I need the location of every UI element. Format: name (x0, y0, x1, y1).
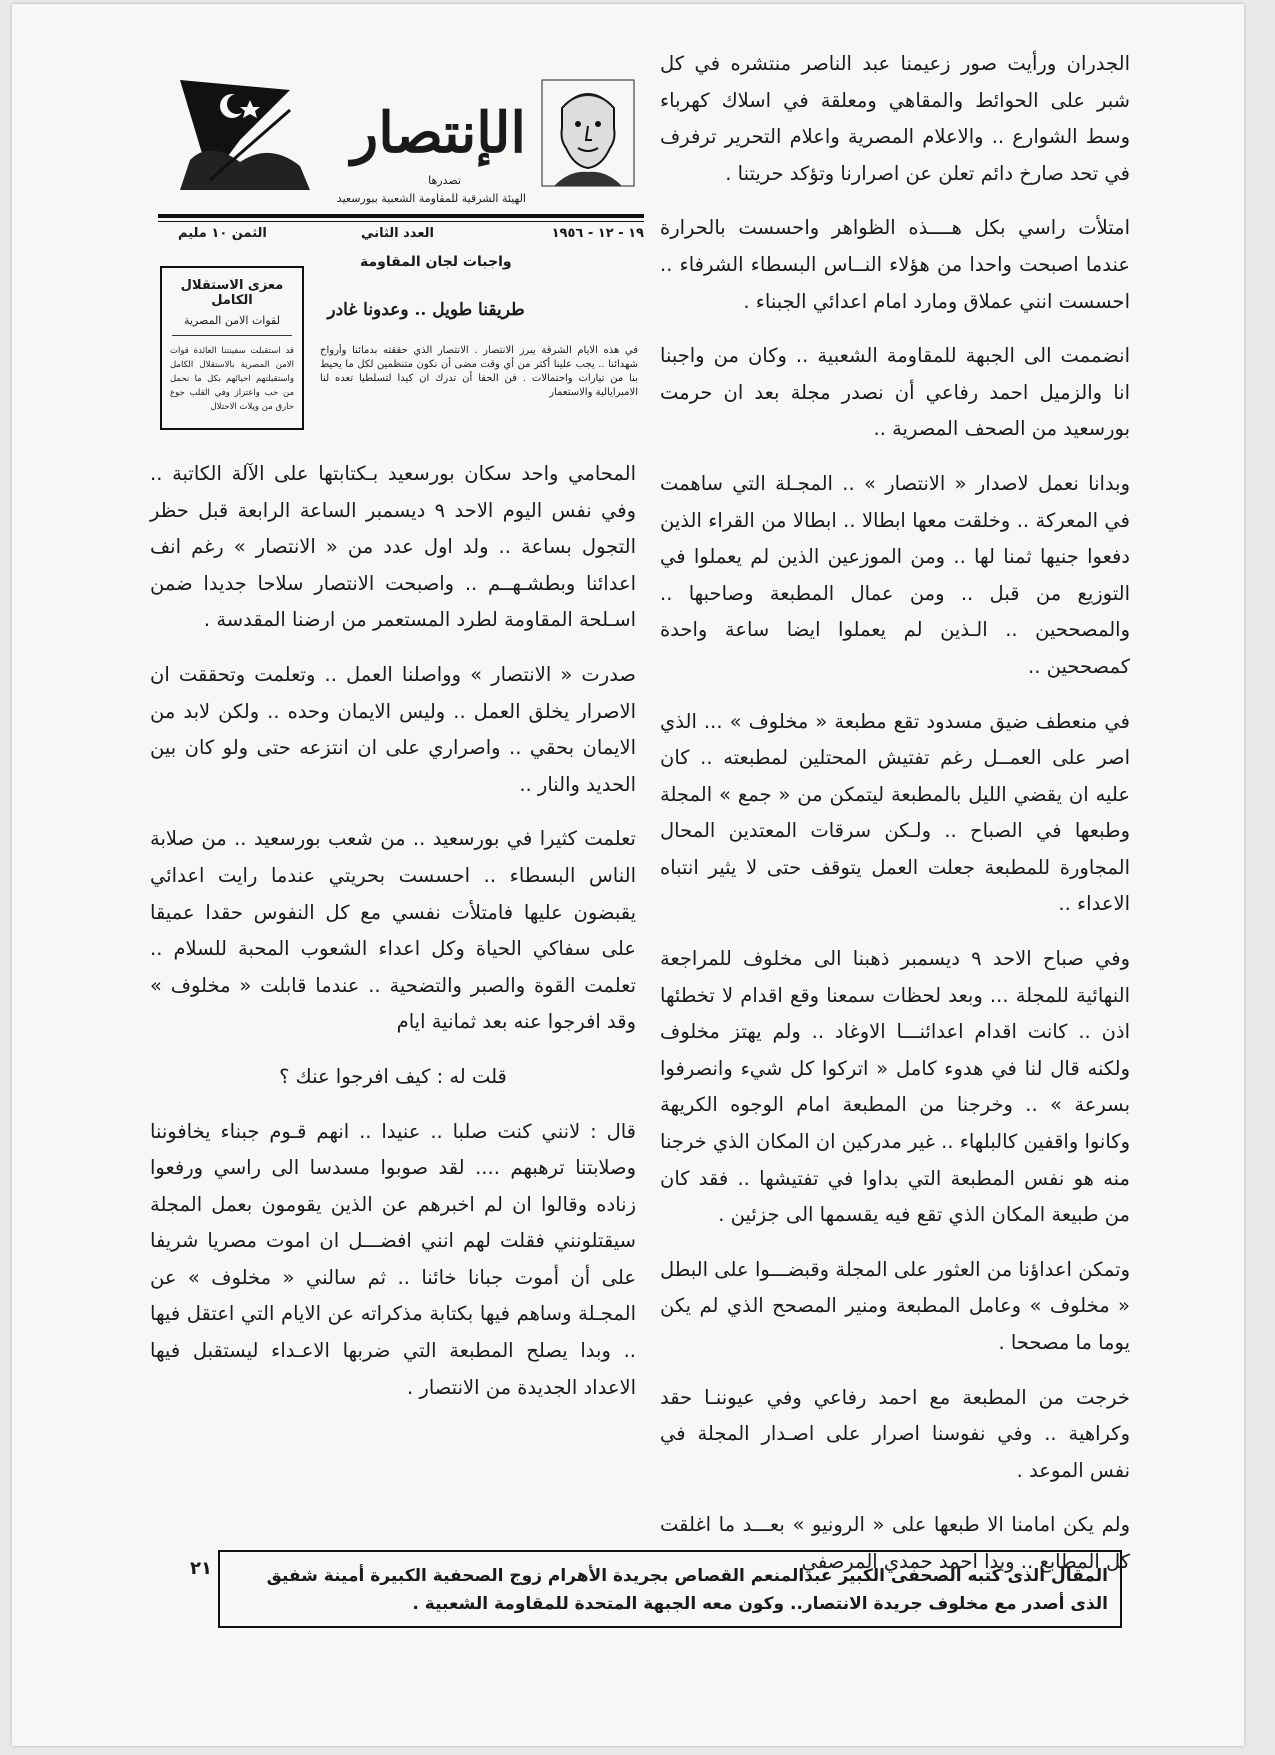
article-column-left (150, 456, 636, 1424)
masthead-rule (158, 214, 644, 218)
article-paragraph: انضممت الى الجبهة للمقاومة الشعبية .. وكان من واجبنا انا والزميل احمد رفاعي أن نصدر مجلة بعد ان حرمت بورسعيد من الصحف المصرية .. (660, 344, 1130, 441)
clipping-boxed-notice (160, 266, 304, 430)
issue-number: العدد الثاني (361, 226, 434, 241)
clipping-box-body: قد استقبلت سفينتنا العائدة قوات الامن المصرية بالاستقلال الكامل واستقبلتهم احيائهم بكل ما نحمل من حب واعتزاز وفي القلب جوع حارق من ويلات الاحتلال (170, 346, 294, 412)
article-paragraph: في منعطف ضيق مسدود تقع مطبعة « مخلوف » ... الذي اصر على العمــل رغم تفتيش المحتلين لمطبعته .. كان عليه ان يقضي الليل بالمطبعة ليتمكن من « جمع » المجلة وطبعها في الصباح .. ولـكن سرقات المعتدين المحال المجاورة للمطبعة جعلت العمل يتوقف حتى لا يثير انتباه الاعداء .. (660, 709, 1130, 916)
article-paragraph: المحامي واحد سكان بورسعيد بـكتابتها على الآلة الكاتبة .. وفي نفس اليوم الاحد ٩ ديسمبر الساعة الرابعة قبل حظر التجول بساعة .. ولد اول عدد من « الانتصار » رغم انف اعدائنا وبطشـهــم .. واصبحت الانتصار سلاحا جديدا ضمن اسـلحة المقاومة لطرد المستعمر من ارضنا المقدسة . (150, 462, 636, 632)
article-paragraph: وتمكن اعداؤنا من العثور على المجلة وقبضـــوا على البطل « مخلوف » وعامل المطبعة ومنير المصحح الذي لم يكن يوما ما مصححا . (660, 1257, 1130, 1354)
clipping-box-divider (172, 335, 292, 336)
clipping-section-label: واجبات لجان المقاومة (360, 254, 512, 270)
article-paragraph: تعلمت كثيرا في بورسعيد .. من شعب بورسعيد .. من صلابة الناس البسطاء .. احسست بحريتي عندما رايت اعدائي يقبضون عليها فامتلأت نفسي مع كل النفوس حقدا عميقا على سفاكي الحياة وكل اعداء الشعوب المحبة للسلام .. تعلمت القوة والصبر والتضحية .. عندما قابلت « مخلوف » وقد افرجوا عنه بعد ثمانية ايام (150, 827, 636, 1034)
issue-date: ١٩ - ١٢ - ١٩٥٦ (551, 226, 644, 241)
clipping-body: في هذه الايام الشرقة يبرز الانتصار . الانتصار الذي حققته بدمائنا وأرواح شهدائنا .. يجب علينا أكثر من أي وقت مضى أن نكون متنظمين لكل ما يحيط بنا من تيارات واحتمالات . فن الحفا أن تدرك ان كيدا لتسلطيا تعده لنا الامبرايالية والاستعمار (320, 345, 638, 398)
masthead-issuer: تصدرها (428, 174, 461, 187)
nasser-portrait (540, 78, 636, 188)
page-number: ٢١ (190, 1558, 212, 1579)
article-paragraph: صدرت « الانتصار » وواصلنا العمل .. وتعلمت وتحققت ان الاصرار يخلق العمل .. وليس الايمان وحده .. ولكن لابد من الايمان بحقي .. واصراري على ان انتزعه حتى ولو كان بين الحديد والنار .. (150, 662, 636, 796)
article-paragraph: امتلأت راسي بكل هــــذه الظواهر واحسست بالحرارة عندما اصبحت واحدا من هؤلاء النــاس البسطاء الشرفاء .. احسست انني عملاق ومارد امام اعدائي الجبناء . (660, 216, 1130, 313)
article-column-right (660, 46, 1130, 1599)
article-paragraph: الجدران ورأيت صور زعيمنا عبد الناصر منتشره في كل شبر على الحوائط والمقاهي ومعلقة في اسلاك كهرباء وسط الشوارع .. والاعلام المصرية واعلام التحرير ترفرف في تحد صارخ دائم تعلن عن اصرارنا وتؤكد حريتنا . (660, 52, 1130, 185)
article-paragraph: وفي صباح الاحد ٩ ديسمبر ذهبنا الى مخلوف للمراجعة النهائية للمجلة ... وبعد لحظات سمعنا وقع اقدام لا تخطئها اذن .. كانت اقدام اعدائنـــا الاوغاد .. ولم يهتز مخلوف ولكنه قال لنا في هدوء كامل « اتركوا كل شيء وانصرفوا بسرعة » .. وخرجنا من المطبعة امام الوجوه الكريهة وكانوا واقفين كالبلهاء .. غير مدركين ان المكان الذي خرجنا منه هو نفس المطبعة التي بداوا في تفتيشها .. فقد كان من طبيعة المكان الذي تقع فيه يقسمها الى جزئين . (660, 947, 1130, 1227)
masthead (150, 70, 636, 220)
clipping-box-title: معزى الاستقلال الكامل (180, 278, 284, 308)
article-paragraph: وبدانا نعمل لاصدار « الانتصار » .. المجـلة التي ساهمت في المعركة .. وخلقت معها ابطالا .. ابطالا من القراء الذين دفعوا جنيها ثمنا لها .. ومن الموزعين الذين لم يعملوا في التوزيع من قبل .. ومن عمال المطبعة وصاحبها .. والمصححين .. الـذين لم يعملوا ايضا ساعة واحدة كمصححين .. (660, 471, 1130, 678)
article-paragraph-question: قلت له : كيف افرجوا عنك ؟ (279, 1064, 507, 1088)
clipping-box-subtitle: لقوات الامن المصرية (184, 314, 280, 327)
issue-info-row (158, 224, 644, 246)
article-paragraph: ولم يكن امامنا الا طبعها على « الرونيو » بعـــد ما اغلقت كل المطابع .. وبدا احمد حمدي المرصفي (660, 1513, 1130, 1573)
clipping-headline: طريقنا طويل .. وعدونا غادر (327, 300, 525, 320)
masthead-rule-thin (158, 221, 644, 222)
masthead-logo: الإنتصار (351, 100, 526, 166)
caption-box: المقال الذى كتبه الصحفى الكبير عبدالمنعم القصاص بجريدة الأهرام زوج الصحفية الكبيرة أمينة شفيق الذى أصدر مع مخلوف جريدة الانتصار.. وكون معه الجبهة المتحدة للمقاومة الشعبية . (218, 1550, 1122, 1628)
masthead-issuer-full: الهيئة الشرقية للمقاومة الشعبية ببورسعيد (336, 192, 526, 205)
article-paragraph: خرجت من المطبعة مع احمد رفاعي وفي عيوننـا حقد وكراهية .. وفي نفوسنا اصرار على اصـدار المجلة في نفس الموعد . (660, 1385, 1130, 1482)
issue-price: الثمن ١٠ مليم (178, 226, 267, 241)
flag-emblem-icon (170, 70, 320, 205)
article-paragraph: قال : لانني كنت صلبا .. عنيدا .. انهم قـوم جبناء يخافوننا وصلابتنا ترهبهم .... لقد صوبوا مسدسا الى راسي ورفعوا زناده وقالوا ان لم اخبرهم عن الذين يقومون بعمل المجلة سيقتلونني فقلت لهم انني افضـــل ان اموت مصريا شريفا على أن أموت جبانا خائنا .. ثم سالني « مخلوف » عن المجـلة وساهم فيها بكتابة مذكراته عن الايام التي اعتقل فيها .. وبدا يصلح المطبعة التي ضربها الاعـداء ليستقبل فيها الاعداد الجديدة من الانتصار . (150, 1119, 636, 1399)
